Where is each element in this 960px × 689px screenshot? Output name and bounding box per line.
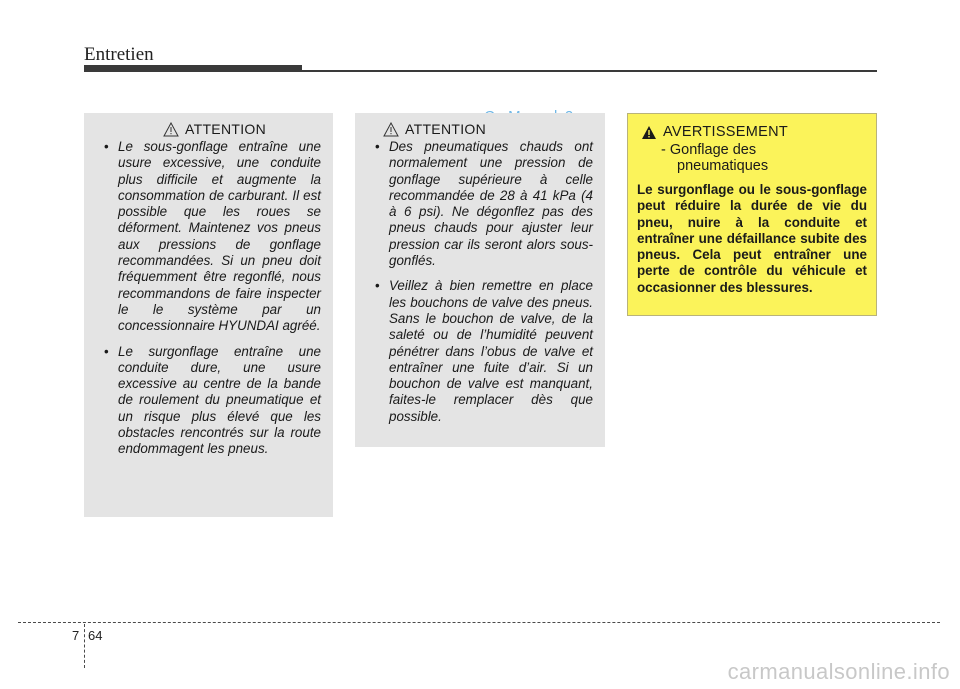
chapter-number: 7: [72, 628, 80, 643]
warning-box-inflation: [627, 113, 877, 316]
caution-box-hot-tires: [355, 113, 605, 447]
page-number: 64: [88, 628, 103, 643]
caution-heading: [98, 121, 321, 137]
caution-heading: [369, 121, 593, 137]
warning-body: Le surgonflage ou le sous-gonflage peut réduire la durée de vie du pneu, nuire à la conduite et entraîner une défaillance subite des pneus. Cela peut entraîner une perte de contrôle du véhicule et occasionner des blessures.: [637, 182, 867, 295]
warning-subtitle-line2: pneumatiques: [677, 158, 769, 174]
caution-list: [98, 139, 321, 458]
warning-subtitle-line1: - Gonflage des: [661, 142, 757, 158]
warning-triangle-icon: [641, 125, 657, 140]
caution-heading-label: ATTENTION: [185, 121, 266, 137]
warning-heading-label: AVERTISSEMENT: [663, 124, 789, 140]
header-rule-thick: [84, 65, 302, 72]
warning-subtitle: [661, 142, 867, 174]
footer-page-divider: [84, 624, 85, 668]
caution-heading-label: ATTENTION: [405, 121, 486, 137]
list-item: • Veillez à bien remettre en place les bouchons de valve des pneus. Sans le bouchon de valve, de la saleté ou de l’humidité peuvent pénétrer dans l’obus de valve et entraîner une fuite d’air. Si un bouchon de valve est manquant, faites-le remplacer dès que possible.: [369, 278, 593, 425]
warning-triangle-icon: [383, 122, 399, 137]
list-item: • Le surgonflage entraîne une conduite dure, une usure excessive au centre de la bande de roulement du pneumatique et un risque plus élevé que les obstacles rencontrés sur la route endommagent les pneus.: [98, 344, 321, 458]
list-item: • Le sous-gonflage entraîne une usure excessive, une conduite plus difficile et augmente la consommation de carburant. Il est possible que les roues se déforment. Maintenez vos pneus aux pressions de gonflage recommandées. Si un pneu doit fréquemment être regonflé, nous recommandons de faire inspecter le le système par un concessionnaire HYUNDAI agréé.: [98, 139, 321, 335]
caution-box-underinflation: [84, 113, 333, 517]
watermark-bottom: carmanualsonline.info: [727, 659, 950, 684]
caution-list: [369, 139, 593, 425]
footer-divider: [18, 622, 940, 623]
warning-triangle-icon: [163, 122, 179, 137]
list-item: • Des pneumatiques chauds ont normalement une pression de gonflage supérieure à celle recommandée de 28 à 41 kPa (4 à 6 psi). Ne dégonflez pas des pneus chauds pour ajuster leur pression car ils seront alors sous-gonflés.: [369, 139, 593, 269]
header-rule-thin: [302, 70, 877, 72]
warning-heading: [637, 124, 867, 140]
section-title: Entretien: [84, 44, 154, 65]
